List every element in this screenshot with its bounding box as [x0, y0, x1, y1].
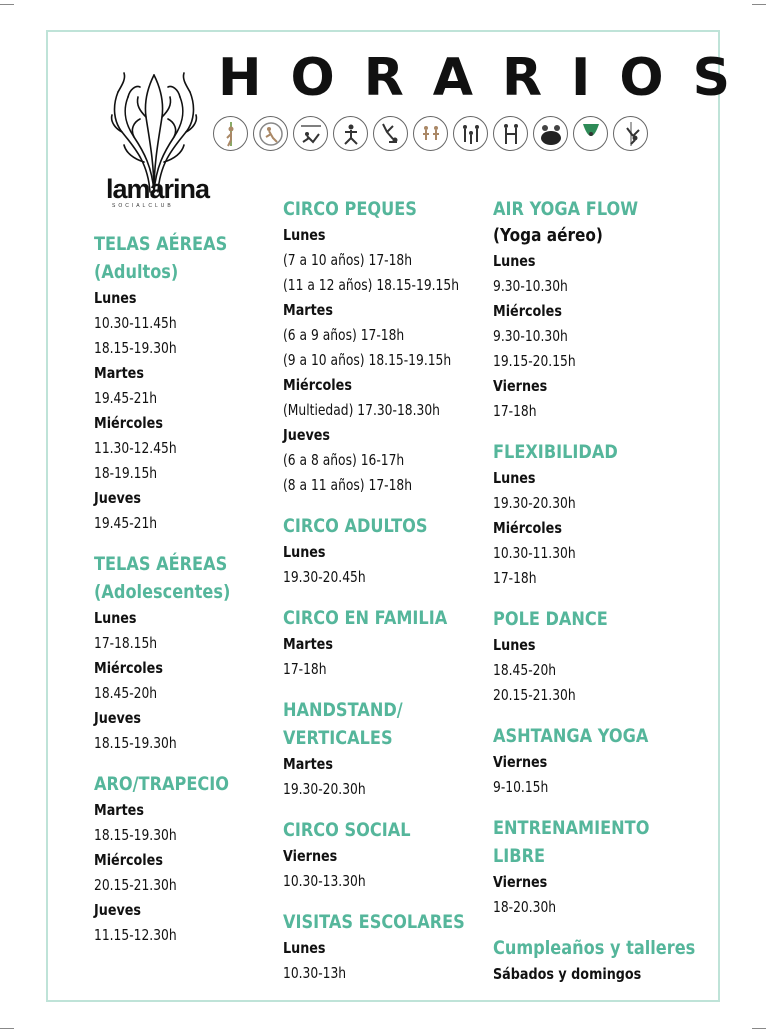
crop-mark [752, 4, 766, 5]
schedule-day: Viernes [493, 753, 548, 771]
schedule-day: Lunes [94, 609, 137, 627]
schedule-day: Lunes [493, 469, 536, 487]
section-title: Cumpleaños y talleres [493, 937, 696, 959]
schedule-day: Miércoles [493, 302, 562, 320]
schedule-time: 18.45-20h [493, 661, 557, 679]
schedule-time: 10.30-11.30h [493, 544, 576, 562]
section-title: (Adolescentes) [94, 581, 231, 603]
section-circo-en-familia [283, 604, 493, 682]
schedule-time: 17-18h [283, 660, 327, 678]
section-title: CIRCO PEQUES [283, 198, 417, 220]
section-spacer [493, 920, 713, 934]
schedule-day: Jueves [94, 901, 142, 919]
schedule-time: 18.15-19.30h [94, 826, 177, 844]
schedule-time: (Multiedad) 17.30-18.30h [283, 401, 440, 419]
schedule-day: Jueves [94, 709, 142, 727]
crop-mark [0, 4, 14, 5]
schedule-time: 18.15-19.30h [94, 734, 177, 752]
section-air-yoga-flow [493, 195, 713, 424]
schedule-time: 19.45-21h [94, 389, 158, 407]
schedule-day: Miércoles [94, 414, 163, 432]
activity-icons-row [213, 116, 648, 154]
section-cumpleanos-y-talleres [493, 934, 713, 987]
section-title: ARO/TRAPECIO [94, 773, 229, 795]
section-pole-dance [493, 605, 713, 708]
section-spacer [493, 424, 713, 438]
section-spacer [493, 800, 713, 814]
schedule-time: 9.30-10.30h [493, 327, 568, 345]
section-title: TELAS AÉREAS [94, 233, 228, 255]
schedule-column-2 [283, 195, 493, 986]
schedule-time: (7 a 10 años) 17-18h [283, 251, 413, 269]
section-spacer [283, 894, 493, 908]
school-visit-icon [533, 116, 568, 151]
schedule-time: 20.15-21.30h [493, 686, 576, 704]
section-spacer [94, 756, 274, 770]
schedule-day: Lunes [493, 252, 536, 270]
section-entrenamiento-libre [493, 814, 713, 920]
schedule-time: 18.45-20h [94, 684, 158, 702]
section-title: CIRCO SOCIAL [283, 819, 411, 841]
schedule-day: Lunes [94, 289, 137, 307]
schedule-day: Lunes [493, 636, 536, 654]
schedule-time: 19.45-21h [94, 514, 158, 532]
family-circus-icon [453, 116, 488, 151]
handstand-icon [373, 116, 408, 151]
schedule-time: 19.30-20.45h [283, 568, 366, 586]
schedule-day: Martes [283, 301, 333, 319]
schedule-day: Miércoles [283, 376, 352, 394]
section-spacer [94, 536, 274, 550]
section-spacer [283, 498, 493, 512]
crop-mark [0, 1028, 14, 1029]
schedule-day: Miércoles [94, 851, 163, 869]
section-title: TELAS AÉREAS [94, 553, 228, 575]
schedule-time: 17-18.15h [94, 634, 158, 652]
schedule-day: Martes [283, 635, 333, 653]
section-title: ENTRENAMIENTO [493, 817, 650, 839]
schedule-day: Jueves [283, 426, 331, 444]
schedule-column-3 [493, 195, 713, 987]
section-ashtanga-yoga [493, 722, 713, 800]
section-spacer [283, 802, 493, 816]
schedule-day: Viernes [283, 847, 338, 865]
section-title: VERTICALES [283, 727, 393, 749]
schedule-time: 17-18h [493, 402, 537, 420]
pole-dance-icon [613, 116, 648, 151]
section-flexibilidad [493, 438, 713, 591]
schedule-day: Viernes [493, 377, 548, 395]
schedule-time: 18.15-19.30h [94, 339, 177, 357]
schedule-day: Lunes [283, 226, 326, 244]
schedule-day: Martes [283, 755, 333, 773]
logo-subtitle: SOCIALCLUB [112, 203, 174, 209]
section-subtitle: (Yoga aéreo) [493, 225, 603, 246]
kids-circus-icon [413, 116, 448, 151]
logo-wordmark: lamarina [106, 174, 210, 204]
schedule-day: Jueves [94, 489, 142, 507]
section-spacer [283, 682, 493, 696]
section-title: HANDSTAND/ [283, 699, 403, 721]
section-spacer [493, 591, 713, 605]
section-spacer [283, 590, 493, 604]
section-circo-adultos [283, 512, 493, 590]
schedule-time: 18-20.30h [493, 898, 557, 916]
crop-mark [752, 1028, 766, 1029]
section-circo-social [283, 816, 493, 894]
section-visitas-escolares [283, 908, 493, 986]
schedule-time: 10.30-13h [283, 964, 347, 982]
section-spacer [493, 708, 713, 722]
schedule-time: 19.15-20.15h [493, 352, 576, 370]
schedule-day: Sábados y domingos [493, 965, 642, 983]
aerial-hoop-icon [253, 116, 288, 151]
schedule-time: 11.30-12.45h [94, 439, 177, 457]
schedule-time: (8 a 11 años) 17-18h [283, 476, 413, 494]
section-circo-peques [283, 195, 493, 498]
section-title: POLE DANCE [493, 608, 608, 630]
schedule-day: Martes [94, 364, 144, 382]
section-title: AIR YOGA FLOW [493, 198, 639, 220]
schedule-time: (6 a 8 años) 16-17h [283, 451, 405, 469]
air-yoga-icon [573, 116, 608, 151]
section-telas-aereas-adolescentes [94, 550, 274, 756]
trapeze-icon [293, 116, 328, 151]
schedule-time: (6 a 9 años) 17-18h [283, 326, 405, 344]
schedule-day: Lunes [283, 543, 326, 561]
section-title: CIRCO EN FAMILIA [283, 607, 448, 629]
schedule-time: 18-19.15h [94, 464, 158, 482]
schedule-time: 9-10.15h [493, 778, 549, 796]
schedule-time: (11 a 12 años) 18.15-19.15h [283, 276, 460, 294]
section-title: FLEXIBILIDAD [493, 441, 618, 463]
group-circus-icon [493, 116, 528, 151]
section-title: ASHTANGA YOGA [493, 725, 649, 747]
schedule-time: 11.15-12.30h [94, 926, 177, 944]
page-title: HORARIOS [218, 48, 760, 108]
acrobat-icon [333, 116, 368, 151]
schedule-time: 10.30-11.45h [94, 314, 177, 332]
schedule-column-1 [94, 230, 274, 948]
schedule-time: 19.30-20.30h [493, 494, 576, 512]
schedule-day: Miércoles [94, 659, 163, 677]
section-title: LIBRE [493, 845, 546, 867]
schedule-day: Viernes [493, 873, 548, 891]
schedule-day: Martes [94, 801, 144, 819]
section-title: CIRCO ADULTOS [283, 515, 428, 537]
schedule-time: (9 a 10 años) 18.15-19.15h [283, 351, 452, 369]
schedule-time: 19.30-20.30h [283, 780, 366, 798]
aerial-silks-icon [213, 116, 248, 151]
section-telas-aereas-adultos [94, 230, 274, 536]
schedule-day: Miércoles [493, 519, 562, 537]
schedule-time: 10.30-13.30h [283, 872, 366, 890]
section-aro-trapecio [94, 770, 274, 948]
section-handstand-verticales [283, 696, 493, 802]
schedule-time: 20.15-21.30h [94, 876, 177, 894]
schedule-time: 9.30-10.30h [493, 277, 568, 295]
schedule-time: 17-18h [493, 569, 537, 587]
schedule-day: Lunes [283, 939, 326, 957]
section-title: VISITAS ESCOLARES [283, 911, 465, 933]
section-title: (Adultos) [94, 261, 179, 283]
